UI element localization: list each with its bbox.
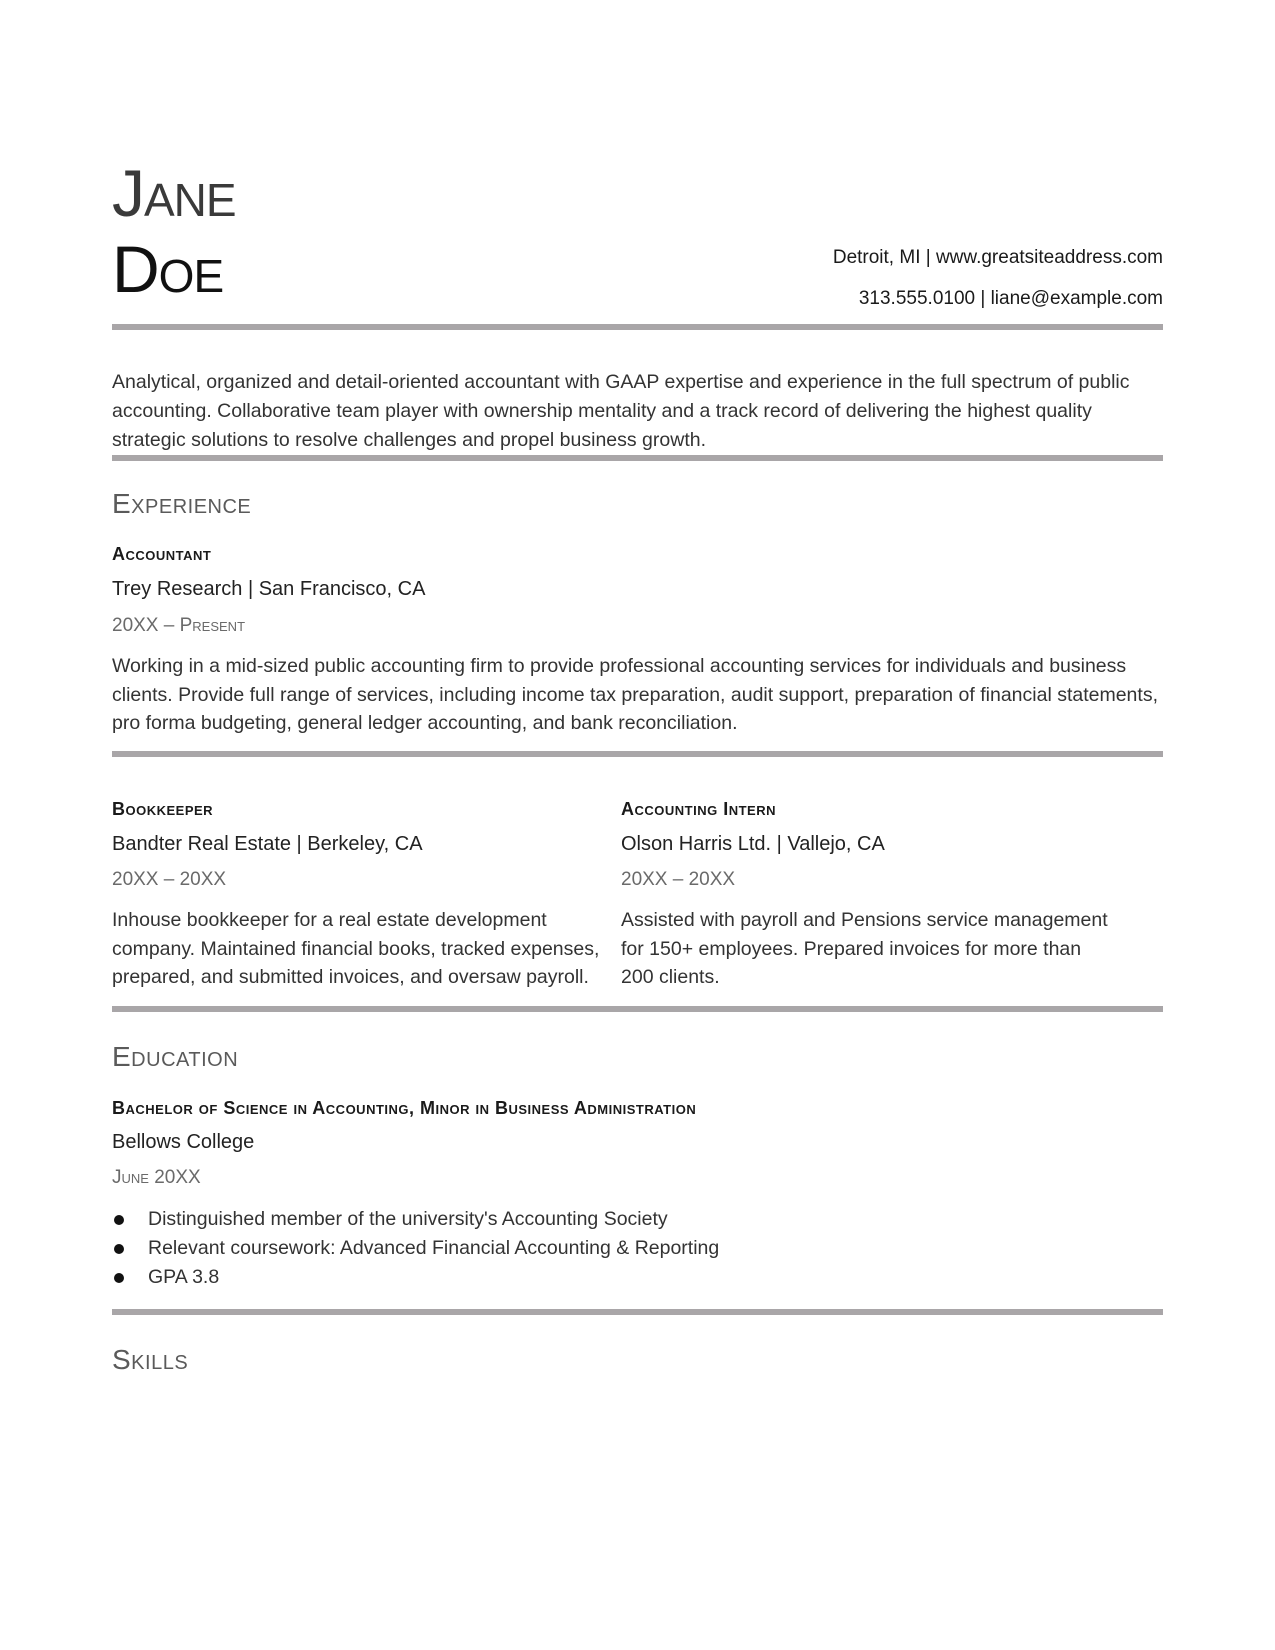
- degree-title: Bachelor of Science in Accounting, Minor in Business Administration: [112, 1098, 697, 1118]
- list-item-text: Relevant coursework: Advanced Financial Accounting & Reporting: [148, 1237, 720, 1259]
- divider: [112, 751, 1163, 757]
- graduation-month: June: [112, 1167, 149, 1188]
- experience-heading: Experience: [112, 488, 252, 519]
- divider: [112, 1006, 1163, 1012]
- bullet-icon: [114, 1215, 124, 1225]
- graduation-date: [112, 1167, 201, 1189]
- job-description: Inhouse bookkeeper for a real estate development company. Maintained financial books, tracked expenses, prepared, and submitted invoices, and oversaw payroll.: [112, 909, 600, 988]
- list-item: [112, 1263, 719, 1292]
- job-company: Olson Harris Ltd. | Vallejo, CA: [621, 833, 885, 855]
- school-name: Bellows College: [112, 1131, 255, 1153]
- contact-info: [833, 237, 1163, 319]
- education-bullets: [112, 1205, 719, 1292]
- job-dates-start: 20XX –: [112, 615, 180, 636]
- skills-heading: Skills: [112, 1344, 189, 1375]
- job-dates: [112, 615, 245, 637]
- graduation-year: 20XX: [148, 1167, 201, 1188]
- education-heading: Education: [112, 1041, 239, 1072]
- job-dates: 20XX – 20XX: [112, 869, 227, 890]
- contact-location-website: Detroit, MI | www.greatsiteaddress.com: [832, 247, 1163, 268]
- list-item: [112, 1205, 719, 1234]
- job-company: Bandter Real Estate | Berkeley, CA: [112, 833, 423, 855]
- job-title: Accounting Intern: [621, 799, 776, 819]
- job-dates-end: Present: [179, 615, 246, 636]
- divider: [112, 324, 1163, 330]
- candidate-name: [112, 155, 236, 307]
- first-name: Jane: [112, 156, 236, 230]
- resume-header: [112, 155, 1163, 315]
- bullet-icon: [114, 1244, 124, 1254]
- job-title: Bookkeeper: [112, 799, 214, 819]
- job-company: Trey Research | San Francisco, CA: [112, 578, 426, 600]
- job-dates: 20XX – 20XX: [621, 869, 736, 890]
- list-item: [112, 1234, 719, 1263]
- list-item-text: Distinguished member of the university's Accounting Society: [148, 1208, 668, 1230]
- divider: [112, 1309, 1163, 1315]
- divider: [112, 455, 1163, 461]
- job-title: Accountant: [112, 544, 212, 564]
- bullet-icon: [114, 1273, 124, 1283]
- summary-paragraph: Analytical, organized and detail-oriented accountant with GAAP expertise and experience in the full spectrum of public accounting. Collaborative team player with ownership mentality and a track record of delivering the highest quality strategic solutions to resolve challenges and propel business growth.: [112, 371, 1130, 451]
- contact-phone-email: 313.555.0100 | liane@example.com: [858, 288, 1163, 309]
- job-description: Assisted with payroll and Pensions service management for 150+ employees. Prepared invoices for more than 200 clients.: [621, 909, 1108, 988]
- last-name: Doe: [112, 232, 224, 306]
- list-item-text: GPA 3.8: [148, 1266, 220, 1288]
- job-description: Working in a mid-sized public accounting firm to provide professional accounting services for individuals and business clients. Provide full range of services, including income tax preparation, audit support, preparation of financial statements, pro forma budgeting, general ledger accounting, and bank reconciliation.: [112, 655, 1158, 734]
